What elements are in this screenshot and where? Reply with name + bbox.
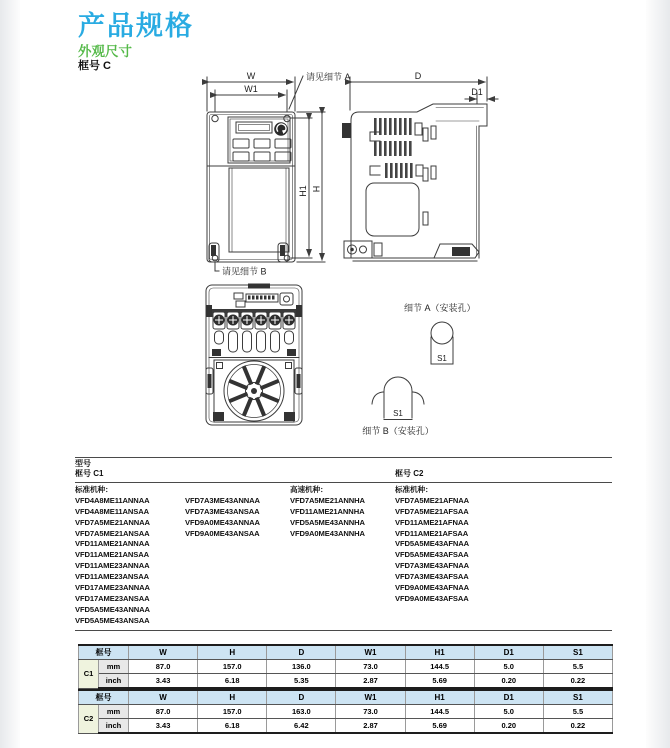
- col-header-d: D: [267, 645, 336, 660]
- detail-a-s1-label: S1: [437, 354, 447, 363]
- rule-top: [75, 457, 612, 458]
- value-cell: 0.22: [543, 719, 612, 734]
- c2-standard-list: [395, 496, 469, 605]
- value-cell: 87.0: [129, 660, 198, 674]
- model-number: VFD9A0ME43ANSAA: [185, 528, 260, 538]
- model-number: VFD11AME21AFNAA: [395, 517, 469, 527]
- model-number: VFD5A5ME43AFNAA: [395, 539, 470, 549]
- model-number: VFD11AME23ANSAA: [75, 572, 150, 582]
- rule-bottom: [75, 630, 612, 631]
- c1-standard-label: 标准机种：: [75, 485, 113, 494]
- detail-b-drawing: [362, 377, 434, 436]
- col-header-w: W: [129, 645, 198, 660]
- section-subtitle: 外观尺寸: [78, 44, 132, 59]
- col-header-d: D: [267, 690, 336, 705]
- model-number: VFD4A8ME11ANSAA: [75, 506, 150, 516]
- unit-cell: mm: [99, 660, 129, 674]
- dim-label-h1: H1: [298, 185, 308, 197]
- value-cell: 5.69: [405, 719, 474, 734]
- c1-standard-spacer: [185, 485, 260, 496]
- unit-cell: mm: [99, 705, 129, 719]
- model-number: VFD7A5ME21ANSAA: [75, 528, 150, 538]
- model-col-header: 型号: [75, 459, 91, 468]
- model-number: VFD5A5ME43ANSAA: [75, 615, 150, 625]
- col-header-h1: H1: [405, 645, 474, 660]
- front-view-drawing: [207, 71, 351, 277]
- value-cell: 5.35: [267, 674, 336, 689]
- value-cell: 0.20: [474, 719, 543, 734]
- detail-b-title: 细节 B（安装孔）: [362, 426, 434, 436]
- col-header-d1: D1: [474, 645, 543, 660]
- dim-label-d1: D1: [471, 87, 483, 97]
- value-cell: 157.0: [198, 705, 267, 719]
- model-number: VFD9A0ME43AFNAA: [395, 583, 470, 593]
- col-header-w1: W1: [336, 690, 405, 705]
- col-header-h1: H1: [405, 690, 474, 705]
- detail-b-s1-label: S1: [393, 409, 403, 418]
- model-number: VFD11AME23ANNAA: [75, 561, 150, 571]
- unit-cell: inch: [99, 719, 129, 734]
- model-number: VFD7A3ME43ANNAA: [185, 495, 260, 505]
- c2-standard-label: 标准机种：: [395, 485, 433, 494]
- model-number: VFD4A8ME11ANNAA: [75, 495, 150, 505]
- c1-high-speed-column: [290, 485, 365, 539]
- value-cell: 144.5: [405, 660, 474, 674]
- model-number-table: [75, 453, 612, 633]
- c2-standard-column: [395, 485, 469, 605]
- dimension-table-c2: [78, 689, 613, 734]
- dimension-tables: [78, 644, 613, 734]
- model-number: VFD7A5ME21ANNAA: [75, 517, 150, 527]
- side-view-drawing: [342, 71, 498, 261]
- value-cell: 136.0: [267, 660, 336, 674]
- dim-label-h: H: [311, 185, 322, 193]
- model-number: VFD7A5ME21AFSAA: [395, 506, 469, 516]
- unit-cell: inch: [99, 674, 129, 689]
- col-header-w: W: [129, 690, 198, 705]
- c1-standard-column-2: [185, 485, 260, 539]
- dim-label-w: W: [246, 71, 256, 81]
- model-number: VFD11AME21ANNAA: [75, 539, 150, 549]
- model-number: VFD7A5ME21ANNHA: [290, 495, 365, 505]
- col-header-s1: S1: [543, 690, 612, 705]
- value-cell: 5.0: [474, 660, 543, 674]
- col-header-w1: W1: [336, 645, 405, 660]
- value-cell: 163.0: [267, 705, 336, 719]
- col-header-d1: D1: [474, 690, 543, 705]
- model-number: VFD5A5ME43ANNHA: [290, 517, 365, 527]
- value-cell: 6.18: [198, 719, 267, 734]
- detail-a-drawing: [404, 302, 476, 364]
- dim-label-d: D: [414, 71, 422, 81]
- model-number: VFD7A3ME43ANSAA: [185, 506, 260, 516]
- rule-header: [75, 482, 612, 483]
- value-cell: 5.0: [474, 705, 543, 719]
- c1-standard-column-1: [75, 485, 150, 627]
- dim-label-w1: W1: [244, 84, 258, 94]
- model-number: VFD9A0ME43ANNAA: [185, 517, 260, 527]
- see-detail-b-label: 请见细节 B: [222, 266, 267, 277]
- value-cell: 2.87: [336, 674, 405, 689]
- value-cell: 2.87: [336, 719, 405, 734]
- bottom-view-drawing: [206, 284, 302, 426]
- value-cell: 73.0: [336, 705, 405, 719]
- value-cell: 144.5: [405, 705, 474, 719]
- model-number: VFD7A3ME43AFSAA: [395, 572, 469, 582]
- frame-c-label: 框号 C: [78, 60, 111, 72]
- value-cell: 3.43: [129, 719, 198, 734]
- model-number: VFD7A3ME43AFNAA: [395, 561, 470, 571]
- model-number: VFD17AME23ANSAA: [75, 593, 150, 603]
- value-cell: 0.22: [543, 674, 612, 689]
- value-cell: 5.69: [405, 674, 474, 689]
- value-cell: 0.20: [474, 674, 543, 689]
- value-cell: 73.0: [336, 660, 405, 674]
- model-number: VFD11AME21ANSAA: [75, 550, 150, 560]
- col-header-h: H: [198, 645, 267, 660]
- page-edge-right: [646, 0, 670, 748]
- frame-c1-header: 框号 C1: [75, 469, 104, 478]
- value-cell: 5.5: [543, 660, 612, 674]
- col-header-h: H: [198, 690, 267, 705]
- frame-c2-header: 框号 C2: [395, 469, 424, 478]
- value-cell: 87.0: [129, 705, 198, 719]
- page-title: 产品规格: [78, 11, 194, 41]
- c1-standard-list-2: [185, 496, 260, 540]
- model-number: VFD5A5ME43ANNAA: [75, 604, 150, 614]
- model-number: VFD5A5ME43AFSAA: [395, 550, 469, 560]
- value-cell: 5.5: [543, 705, 612, 719]
- frame-cell: C1: [79, 660, 99, 689]
- model-number: VFD11AME21ANNHA: [290, 506, 365, 516]
- model-number: VFD11AME21AFSAA: [395, 528, 469, 538]
- dimension-table-c1: [78, 644, 613, 689]
- frame-header-cell: 框号: [79, 645, 129, 660]
- frame-cell: C2: [79, 705, 99, 734]
- model-number: VFD9A0ME43AFSAA: [395, 593, 469, 603]
- model-number: VFD9A0ME43ANNHA: [290, 528, 365, 538]
- see-detail-a-label: 请见细节 A: [306, 72, 351, 82]
- col-header-s1: S1: [543, 645, 612, 660]
- value-cell: 3.43: [129, 674, 198, 689]
- dimension-drawing: [193, 64, 499, 448]
- c1-high-speed-label: 高速机种：: [290, 485, 328, 494]
- c1-high-speed-list: [290, 496, 365, 540]
- frame-header-cell: 框号: [79, 690, 129, 705]
- model-number: VFD7A5ME21AFNAA: [395, 495, 470, 505]
- model-number: VFD17AME23ANNAA: [75, 583, 150, 593]
- value-cell: 6.18: [198, 674, 267, 689]
- detail-a-title: 细节 A（安装孔）: [404, 303, 476, 313]
- value-cell: 6.42: [267, 719, 336, 734]
- page-edge-left: [0, 0, 20, 748]
- c1-standard-list-1: [75, 496, 150, 627]
- value-cell: 157.0: [198, 660, 267, 674]
